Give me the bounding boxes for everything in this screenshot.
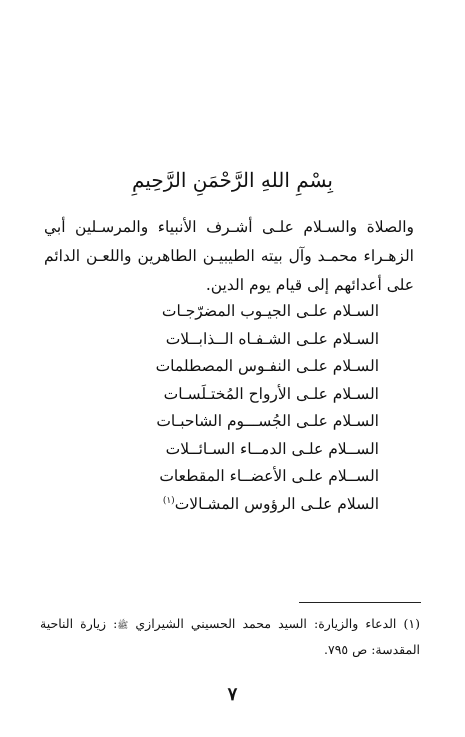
basmala-heading: بِسْمِ اللهِ الرَّحْمَنِ الرَّحِيمِ (131, 168, 333, 192)
footnote-text-start: (١) الدعاء والزيارة: السيد محمد الحسيني الشيرازي (135, 616, 420, 631)
verse-line: الســلام علـى الدمــاء السـائــلات (165, 439, 379, 458)
footnote-reference: (١) (162, 495, 175, 506)
footnote (40, 612, 420, 661)
footnote-text-end: : زيارة الناحية المقدسة: ص ٧٩٥. (40, 616, 420, 657)
honorific-symbol: ﷺ (117, 621, 129, 631)
footnote-divider (299, 602, 421, 603)
page-number: ٧ (227, 684, 238, 705)
verse-line: الســلام علـى الأعضــاء المقطعات (159, 467, 379, 485)
verse-line: السـلام علـى الشـفـاه الــذابــلات (165, 329, 379, 348)
verse-line-last (129, 491, 379, 519)
verse-line: السـلام علـى الجيـوب المضرّجـات (161, 302, 379, 320)
verse-line: السـلام علـى النفـوس المصطلمات (155, 357, 379, 375)
verse-line: السـلام علـى الأرواح المُختـلَسـات (163, 384, 379, 403)
verse-line: السـلام علـى الجُســـوم الشاحبـات (156, 412, 379, 430)
intro-paragraph: والصلاة والسـلام علـى أشـرف الأنبياء والمرسـلين أبي الزهـراء محمـد وآل بيته الطيبيـن الطاهرين واللعـن الدائم على أعدائهم إلى قيام يوم الدين. (44, 218, 414, 294)
verse-line-text: السلام علـى الرؤوس المشـالات (174, 494, 379, 513)
salutation-verses (129, 298, 379, 518)
